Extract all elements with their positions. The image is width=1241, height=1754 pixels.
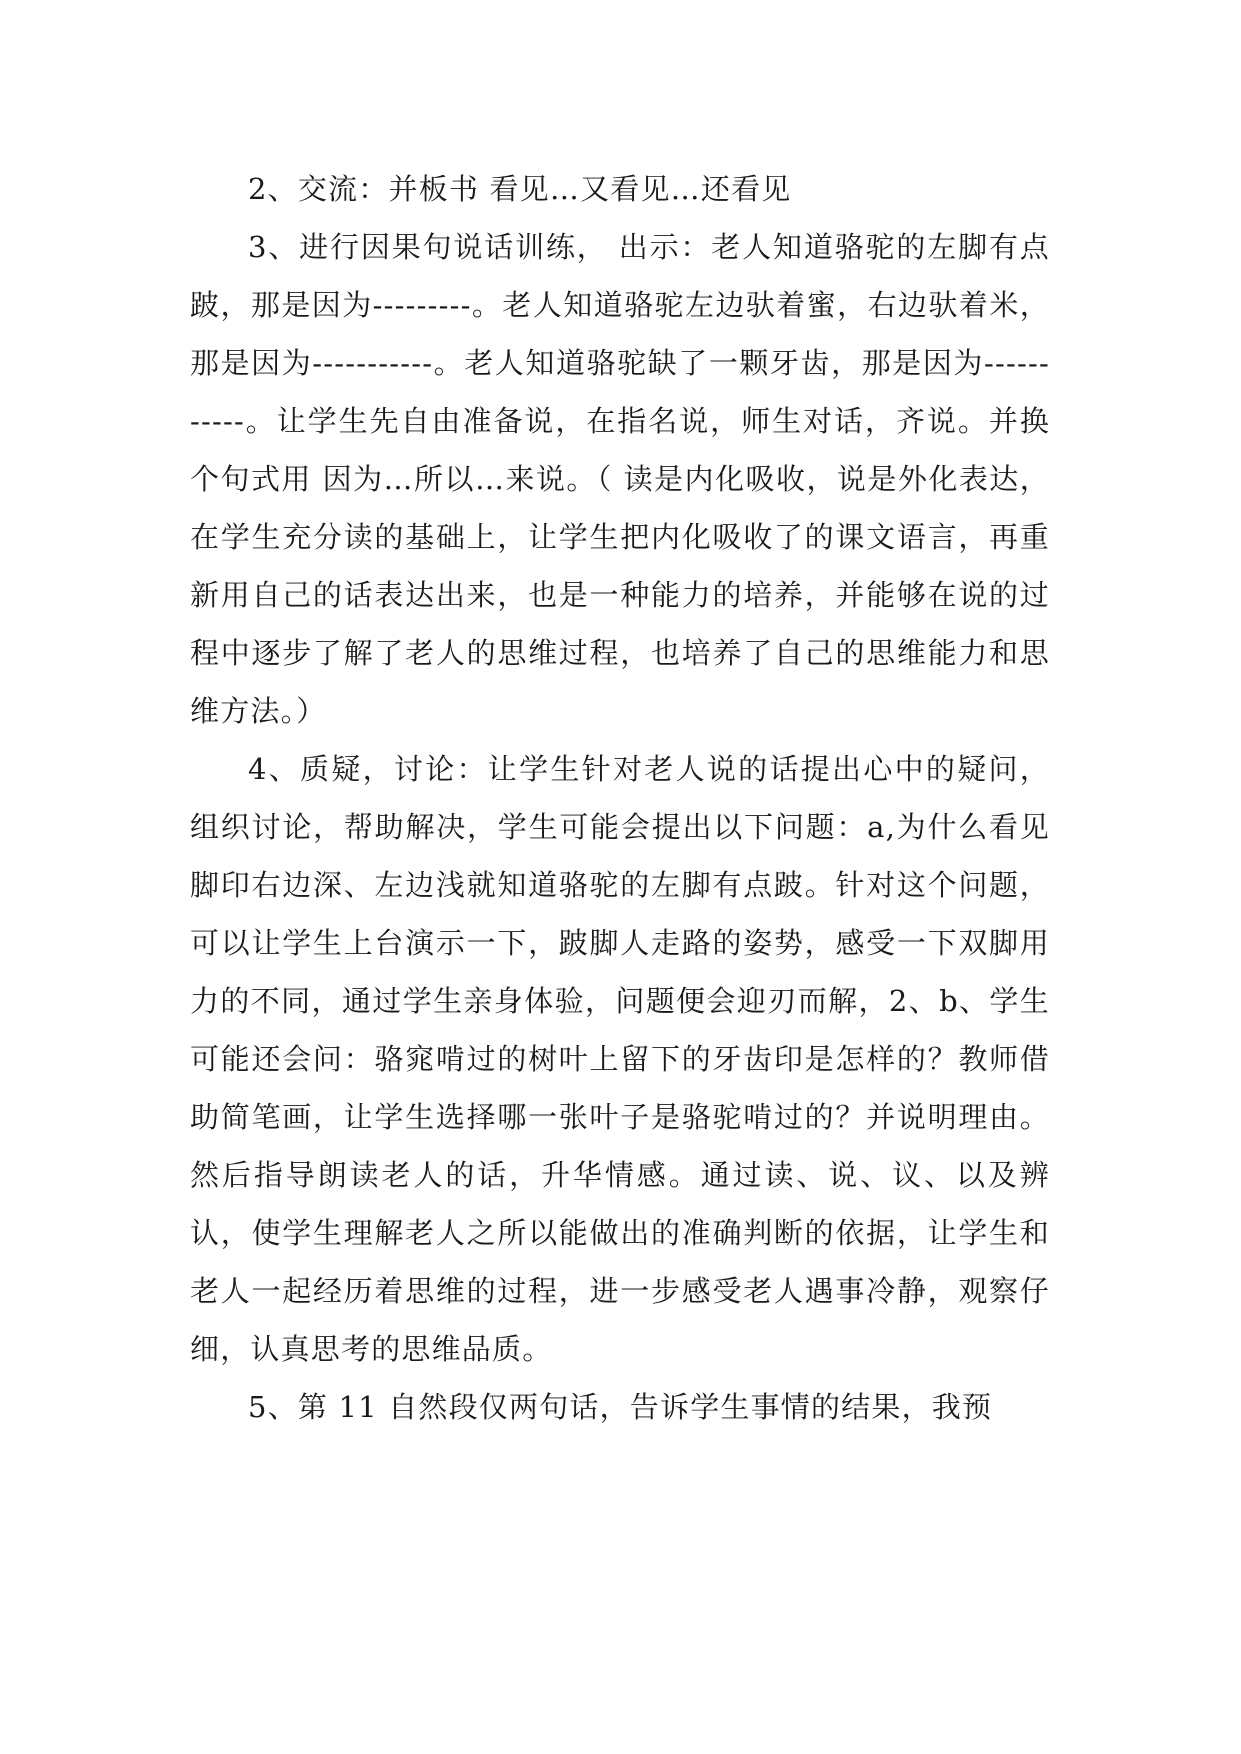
- paragraph-question-discussion: 4、质疑，讨论：让学生针对老人说的话提出心中的疑问，组织讨论，帮助解决，学生可能会提出以下问题：a,为什么看见脚印右边深、左边浅就知道骆驼的左脚有点跛。针对这个问题，可以让学生上台演示一下，跛脚人走路的姿势，感受一下双脚用力的不同，通过学生亲身体验，问题便会迎刃而解，2、b、学生可能还会问：骆窕啃过的树叶上留下的牙齿印是怎样的？教师借助简笔画，让学生选择哪一张叶子是骆驼啃过的？并说明理由。然后指导朗读老人的话，升华情感。通过读、说、议、以及辨认，使学生理解老人之所以能做出的准确判断的依据，让学生和老人一起经历着思维的过程，进一步感受老人遇事冷静，观察仔细，认真思考的思维品质。: [190, 752, 1050, 1366]
- paragraph-exchange: 2、交流：并板书 看见…又看见…还看见: [248, 172, 792, 206]
- paragraph-cause-effect-training: 3、进行因果句说话训练， 出示：老人知道骆驼的左脚有点跛，那是因为---------。老人知道骆驼左边驮着蜜，右边驮着米，那是因为-----------。老人知道骆驼缺了一颗牙齿，那是因为-----------。让学生先自由准备说，在指名说，师生对话，齐说。并换个句式用 因为…所以…来说。（ 读是内化吸收，说是外化表达，在学生充分读的基础上，让学生把内化吸收了的课文语言，再重新用自己的话表达出来，也是一种能力的培养，并能够在说的过程中逐步了解了老人的思维过程，也培养了自己的思维能力和思维方法。）: [190, 230, 1050, 728]
- paragraph-section-11: 5、第 11 自然段仅两句话，告诉学生事情的结果，我预: [248, 1390, 993, 1424]
- body-text: [190, 160, 1050, 1436]
